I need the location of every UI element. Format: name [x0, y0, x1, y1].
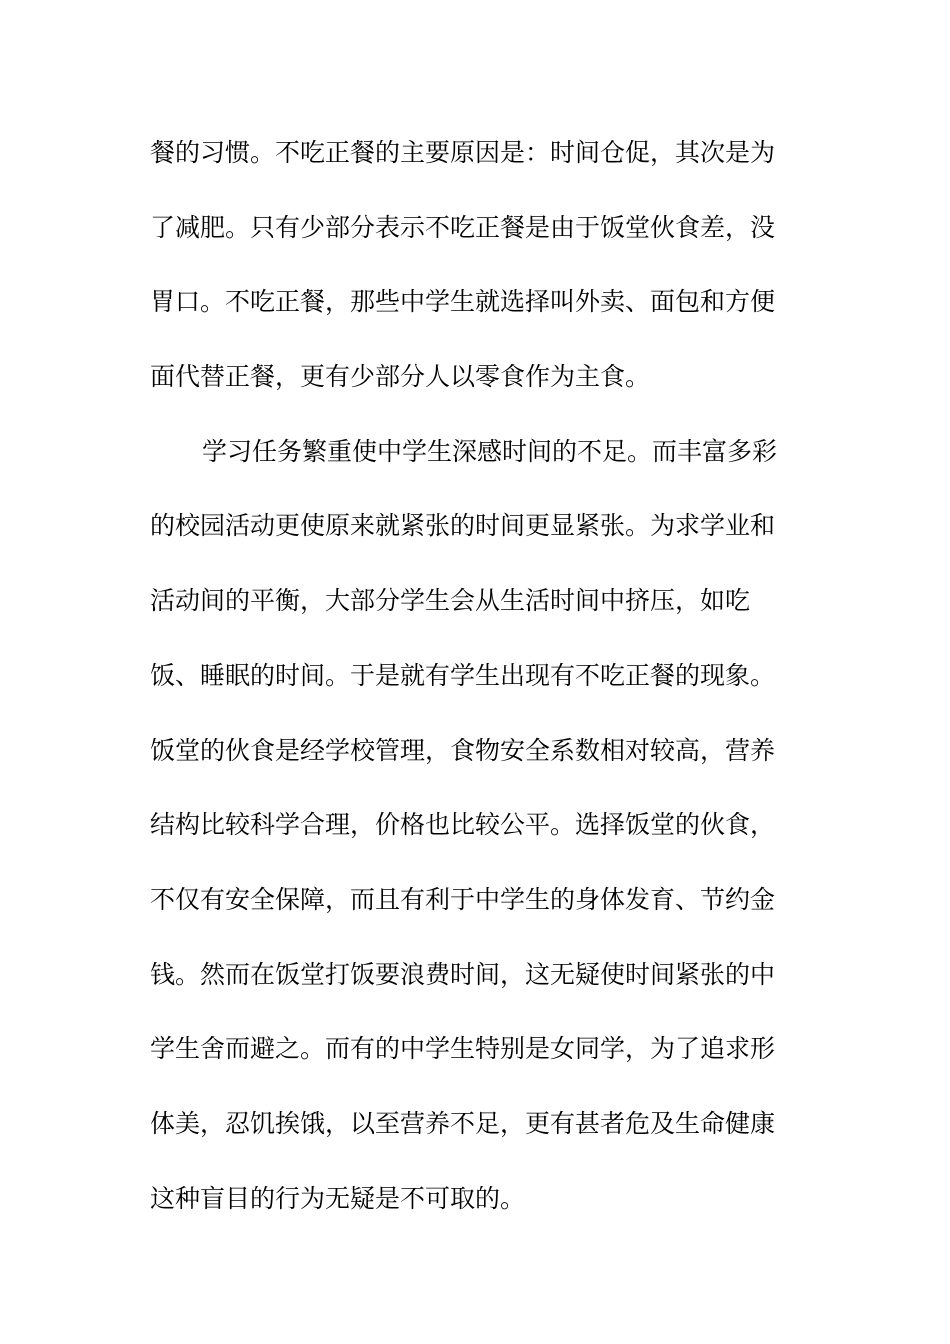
- text-line: 面代替正餐，更有少部分人以零食作为主食。: [150, 362, 651, 392]
- text-line: 不仅有安全保障，而且有利于中学生的身体发育、节约金: [150, 884, 776, 914]
- text-line: 的校园活动更使原来就紧张的时间更显紧张。为求学业和: [150, 511, 776, 541]
- text-line: 胃口。不吃正餐，那些中学生就选择叫外卖、面包和方便: [150, 287, 776, 317]
- text-line: 钱。然而在饭堂打饭要浪费时间，这无疑使时间紧张的中: [150, 959, 776, 989]
- body-text: [150, 128, 800, 1248]
- paragraph-first-line: 学习任务繁重使中学生深感时间的不足。而丰富多彩: [202, 436, 778, 466]
- text-line: 活动间的平衡，大部分学生会从生活时间中挤压，如吃: [150, 586, 751, 616]
- text-line: 体美，忍饥挨饿，以至营养不足，更有甚者危及生命健康: [150, 1108, 776, 1138]
- text-line: 学生舍而避之。而有的中学生特别是女同学，为了追求形: [150, 1034, 776, 1064]
- text-line: 餐的习惯。不吃正餐的主要原因是：时间仓促，其次是为: [150, 138, 776, 167]
- text-line: 这种盲目的行为无疑是不可取的。: [150, 1183, 526, 1213]
- text-line: 结构比较科学合理，价格也比较公平。选择饭堂的伙食，: [150, 810, 776, 840]
- text-line: 饭堂的伙食是经学校管理，食物安全系数相对较高，营养: [150, 735, 776, 765]
- text-line: 饭、睡眠的时间。于是就有学生出现有不吃正餐的现象。: [150, 660, 776, 690]
- text-line: 了减肥。只有少部分表示不吃正餐是由于饭堂伙食差，没: [150, 212, 776, 242]
